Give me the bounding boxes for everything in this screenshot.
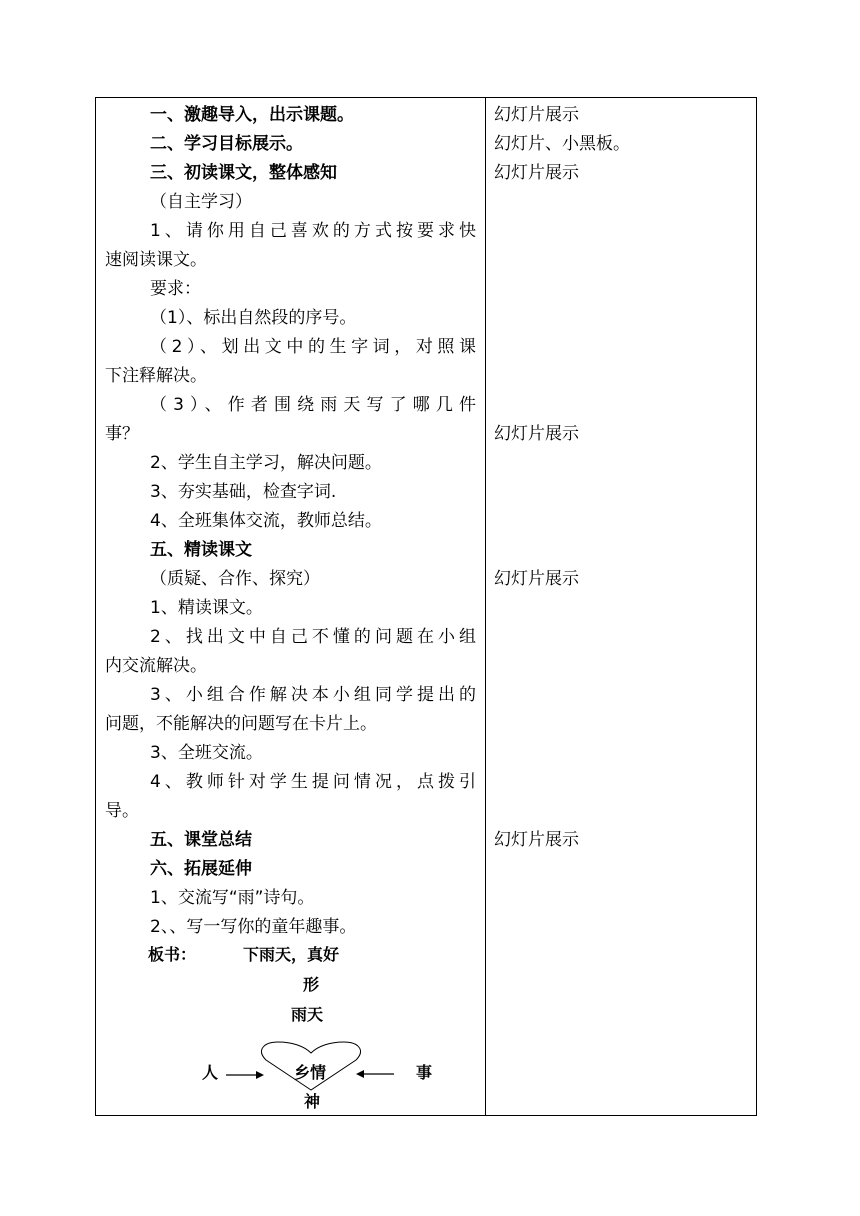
board-heart-diagram	[96, 98, 758, 1117]
left-line: （3）、作者围绕雨天写了哪几件	[150, 395, 476, 415]
left-line: （质疑、合作、探究）	[150, 569, 320, 589]
board-center-word: 乡情	[294, 1063, 327, 1082]
left-line: 3、夯实基础，检查字词.	[150, 482, 337, 502]
left-line: 1、精读课文。	[150, 598, 263, 618]
right-arrow-head	[356, 1070, 364, 1078]
board-label: 板书：	[148, 945, 197, 964]
board-title: 下雨天，真好	[243, 945, 340, 964]
left-line: 速阅读课文。	[105, 250, 207, 270]
board-top-word: 形	[303, 975, 320, 994]
left-line: （2）、划出文中的生字词，对照课	[150, 337, 476, 357]
left-line: 4、教师针对学生提问情况，点拨引	[150, 772, 476, 792]
left-line: 1、交流写“雨”诗句。	[150, 888, 315, 908]
left-line: （1）、标出自然段的序号。	[150, 308, 357, 328]
left-arrow-head	[256, 1071, 264, 1079]
left-line: 三、初读课文，整体感知	[150, 163, 337, 183]
lesson-table	[95, 97, 757, 1116]
left-line: 1、请你用自己喜欢的方式按要求快	[150, 221, 476, 241]
media-note: 幻灯片、小黑板。	[494, 134, 630, 154]
media-note: 幻灯片展示	[494, 569, 579, 589]
left-line: 六、拓展延伸	[150, 859, 252, 879]
left-line: 五、课堂总结	[150, 830, 252, 850]
left-line: 2、找出文中自己不懂的问题在小组	[150, 627, 476, 647]
left-line: 一、激趣导入，出示课题。	[150, 105, 354, 125]
left-line: 五、精读课文	[150, 540, 252, 560]
left-line: 要求：	[150, 279, 201, 299]
left-line: 内交流解决。	[105, 656, 207, 676]
media-note: 幻灯片展示	[494, 163, 579, 183]
left-line: 事？	[105, 424, 139, 444]
board-upper-word: 雨天	[291, 1005, 324, 1024]
left-line: 导。	[105, 801, 139, 821]
media-note: 幻灯片展示	[494, 424, 579, 444]
board-bottom-word: 神	[304, 1092, 321, 1111]
media-note: 幻灯片展示	[494, 830, 579, 850]
left-line: 3、小组合作解决本小组同学提出的	[150, 685, 476, 705]
left-line: （自主学习）	[150, 192, 252, 212]
board-left-word: 人	[202, 1063, 219, 1082]
left-line: 2、、写一写你的童年趣事。	[150, 917, 357, 937]
board-right-word: 事	[416, 1063, 433, 1082]
left-line: 4、全班集体交流，教师总结。	[150, 511, 382, 531]
left-line: 问题，不能解决的问题写在卡片上。	[105, 714, 377, 734]
left-line: 2、学生自主学习，解决问题。	[150, 453, 382, 473]
left-line: 二、学习目标展示。	[150, 134, 303, 154]
media-note: 幻灯片展示	[494, 105, 579, 125]
left-line: 下注释解决。	[105, 366, 207, 386]
left-line: 3、全班交流。	[150, 743, 263, 763]
